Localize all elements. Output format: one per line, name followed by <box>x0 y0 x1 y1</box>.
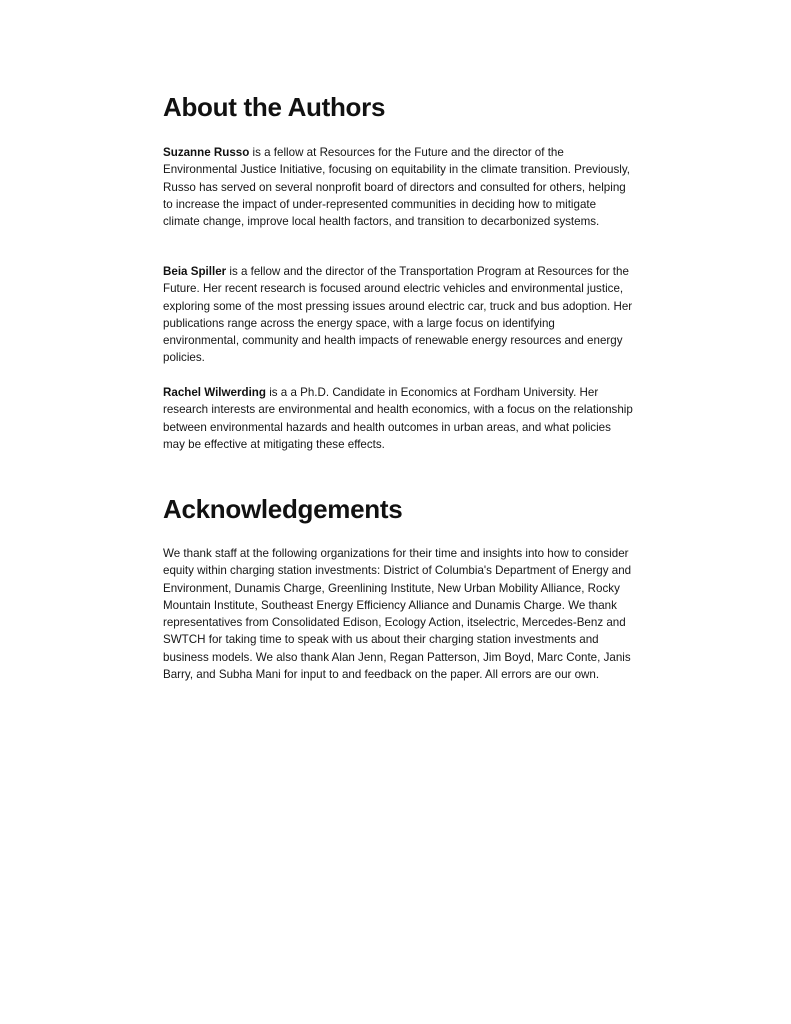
acknowledgements-heading: Acknowledgements <box>163 494 403 524</box>
author-bio-text: is a fellow at Resources for the Future and the director of the Environmental Justice Initiative, focusing on equitability in the climate transition. Previously, Russo has served on several nonprofit board of directors and consulted for others, helping to increase the impact of under-represented communities in deciding how to mitigate climate change, improve local health factors, and transition to decarbonized systems. <box>163 146 630 229</box>
author-name: Rachel Wilwerding <box>163 386 266 399</box>
author-name: Suzanne Russo <box>163 146 250 159</box>
author-bio-spiller <box>163 263 633 367</box>
author-bio-wilwerding <box>163 384 633 453</box>
author-bio-russo <box>163 144 633 230</box>
about-the-authors-heading: About the Authors <box>163 92 386 122</box>
author-bio-text: is a a Ph.D. Candidate in Economics at Fordham University. Her research interests are environmental and health economics, with a focus on the relationship between environmental hazards and health outcomes in urban areas, and what policies may be effective at mitigating these effects. <box>163 386 633 451</box>
author-name: Beia Spiller <box>163 265 227 278</box>
acknowledgements-text: We thank staff at the following organizations for their time and insights into how to consider equity within charging station investments: District of Columbia's Department of Energy and Environment, Dunamis Charge, Greenlining Institute, New Urban Mobility Alliance, Rocky Mountain Institute, Southeast Energy Efficiency Alliance and Dunamis Charge. We thank representatives from Consolidated Edison, Ecology Action, itselectric, Mercedes-Benz and SWTCH for taking time to speak with us about their charging station investments and business models. We also thank Alan Jenn, Regan Patterson, Jim Boyd, Marc Conte, Janis Barry, and Subha Mani for input to and feedback on the paper. All errors are our own. <box>163 547 632 682</box>
author-bio-text: is a fellow and the director of the Transportation Program at Resources for the Future. Her recent research is focused around electric vehicles and environmental justice, exploring some of the most pressing issues around electric car, truck and bus adoption. Her publications range across the energy space, with a large focus on identifying environmental, community and health impacts of renewable energy resources and energy policies. <box>163 265 633 365</box>
